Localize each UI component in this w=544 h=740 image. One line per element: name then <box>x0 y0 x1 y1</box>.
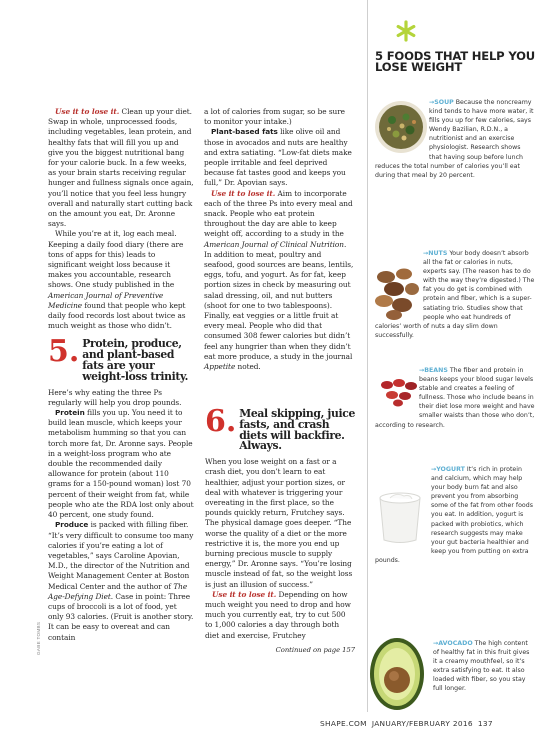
item-text: Because the noncreamy kind tends to have more water, it fills you up for few calories, says Wendy Bazilian, R.D.N., a nutritionist and an exercise physiologist. Research shows that having soup before lunch reduces the total number of calories you’ll eat during that meal by 20 percent. <box>375 99 534 179</box>
page-number: 137 <box>477 719 493 728</box>
item-text: Your body doesn’t absorb all the fat or calories in nuts, experts say. (The reason has to do with the way they’re digested.) The fat you do get is combined with protein and fiber, which is a super-satiating trio. Studies show that people who eat hundreds of calories’ worth of nuts a day slim down successfully. <box>375 250 535 339</box>
image-wrap-spacer <box>375 249 423 321</box>
arrow-right-icon: → <box>431 466 437 473</box>
sidebar-item-yogurt <box>375 465 535 565</box>
section-title: Meal skipping, juice fasts, and crash diets will backfire. Always. <box>239 407 355 453</box>
paragraph-text: fills you up. You need it to build lean muscle, which keeps your metabolism humming so that you can torch more fat, Dr. Aronne says. People in a weight-loss program who ate double the recommended daily allowance for protein (about 110 grams for a 150-pound woman) lost 70 percent of their weight from fat, while people who ate the RDA lost only about 40 percent, one study found. <box>48 408 194 520</box>
item-keyword: AVOCADO <box>438 640 473 647</box>
sidebar-item-nuts <box>375 249 535 340</box>
article-column-3 <box>205 404 355 655</box>
asterisk-star-icon <box>395 20 417 42</box>
paragraph-text: is packed with filling fiber. “It’s very difficult to consume too many calories if you’re eating a lot of vegetables,” says Caroline Apovian, M.D., the director of the Nutrition and Weight Management Center at Boston Medical Center and the author of <box>48 520 194 591</box>
continued-note: Continued on page 157 <box>275 645 355 654</box>
item-keyword: YOGURT <box>436 466 465 473</box>
section-number: 6. <box>205 404 237 439</box>
arrow-right-icon: → <box>423 250 429 257</box>
item-keyword: BEANS <box>424 367 448 374</box>
paragraph: a lot of calories from sugar, so be sure to monitor your intake.) <box>204 107 345 127</box>
use-it-lead: Use it to lose it. <box>212 589 277 599</box>
sidebar-item-soup <box>375 98 535 180</box>
section-5-heading <box>48 334 194 383</box>
paragraph <box>205 590 355 641</box>
site-name: SHAPE.COM <box>320 719 367 728</box>
paragraph-text: While you’re at it, log each meal. Keeping a daily food diary (there are tons of apps for this) leads to significant weight loss because it makes you accountable, research shows. One study published in the <box>48 229 184 290</box>
paragraph-text: Aim to incorporate each of the three Ps into every meal and snack. People who eat protein throughout the day are able to keep weight off, according to a study in the <box>204 188 353 239</box>
image-wrap-spacer <box>375 376 419 412</box>
section-6-heading <box>205 404 355 453</box>
paragraph-text: Depending on how much weight you need to drop and how much you currently eat, try to cut 500 to 1,000 calories a day through both diet and exercise, Frutchey <box>205 589 351 640</box>
article-column-1 <box>48 107 194 643</box>
paragraph <box>48 107 194 229</box>
paragraph <box>48 520 194 642</box>
paragraph: When you lose weight on a fast or a crash diet, you don’t learn to eat healthier, adjust your portion sizes, or deal with whatever is triggering your overeating in the first place, so the pounds quickly return, Frutchey says. The physical damage goes deeper. “The worse the quality of a diet or the more restrictive it is, the more you end up burning precious muscle to supply energy,” Dr. Aronne says. “You’re losing muscle instead of fat, so the weight loss is just an illusion of success.” <box>205 457 353 589</box>
paragraph-text: . In addition to meat, poultry and seafood, good sources are beans, lentils, eggs, tofu, and yogurt. As for fat, keep portion sizes in check by measuring out salad dressing, oil, and nut butters (shoot for one to two tablespoons). Finally, eat veggies or a little fruit at every meal. People who did that consumed 308 fewer calories but didn’t feel any hungrier than when they didn’t eat more produce, a study in the journal <box>204 239 354 361</box>
paragraph-text: like olive oil and those in avocados and nuts are healthy and extra satiating. “Low-fat diets make people irritable and feel deprived because fat tastes good and keeps you full,” Dr. Apovian says. <box>204 127 352 188</box>
use-it-lead: Use it to lose it. <box>55 107 120 116</box>
issue-date: JANUARY/FEBRUARY 2016 <box>371 719 473 728</box>
section-number: 5. <box>48 334 80 370</box>
use-it-lead: Use it to lose it. <box>211 188 276 198</box>
item-text: The fiber and protein in beans keeps your blood sugar levels stable and creates a feeling of fullness. Those who include beans in their diet lose more weight and have smaller waists than those who don’t, according to research. <box>375 367 535 429</box>
journal-name: American Journal of Clinical Nutrition <box>204 239 344 249</box>
item-text: The high content of healthy fat in this fruit gives it a creamy mouthfeel, so it’s extra satisfying to eat. It also loaded with fiber, so you stay full longer. <box>433 640 530 693</box>
image-wrap-spacer <box>375 639 433 713</box>
book-title: The Age-Defying Diet <box>48 581 188 601</box>
journal-name: Appetite <box>204 362 236 372</box>
item-keyword: SOUP <box>434 99 454 106</box>
journal-name: American Journal of Preventive Medicine <box>48 290 164 310</box>
image-wrap-spacer <box>375 493 431 553</box>
paragraph <box>48 408 194 520</box>
sidebar-item-beans <box>375 366 535 430</box>
paragraph <box>204 189 354 373</box>
photo-credit: GABE TOMBS <box>36 621 41 655</box>
page-footer <box>320 719 493 728</box>
item-keyword: NUTS <box>428 250 448 257</box>
paragraph-text: Clean up your diet. Swap in whole, unprocessed foods, including vegetables, lean protein, and healthy fats that will fill you up and give you the biggest nutritional bang for your calorie buck. In a few weeks, as your brain starts receiving regular hunger and fullness signals once again, you’ll notice that you feel less hungry overall and naturally start cutting back on the amount you eat, Dr. Aronne says. <box>48 107 194 229</box>
section-title: Protein, produce, and plant-based fats are your weight-loss trinity. <box>82 337 189 383</box>
sidebar-title: 5 FOODS THAT HELP YOU LOSE WEIGHT <box>375 49 535 75</box>
paragraph: Here’s why eating the three Ps regularly will help you drop pounds. <box>48 387 182 407</box>
sidebar-item-avocado <box>375 639 535 713</box>
bold-term: Produce <box>55 520 89 530</box>
paragraph <box>204 127 354 188</box>
bold-term: Plant-based fats <box>211 127 278 137</box>
paragraph <box>48 229 194 331</box>
paragraph-text: found that people who kept daily food records lost about twice as much weight as those who didn’t. <box>48 300 186 331</box>
image-wrap-spacer <box>375 98 429 154</box>
arrow-right-icon: → <box>419 367 425 374</box>
item-text: It’s rich in protein and calcium, which may help your body burn fat and also prevent you from absorbing some of the fat from other foods you eat. In addition, yogurt is packed with probiotics, which research suggests may make your gut bacteria healthier and keep you from putting on extra pounds. <box>375 466 533 564</box>
paragraph-text: noted. <box>235 362 261 372</box>
paragraph-text: . Case in point: Three cups of broccoli is a lot of food, yet only 93 calories. (Fruit is another story. It can be easy to overeat and can contain <box>48 591 194 642</box>
bold-term: Protein <box>55 408 85 418</box>
article-column-2 <box>204 107 354 372</box>
arrow-right-icon: → <box>433 640 439 647</box>
arrow-right-icon: → <box>429 99 435 106</box>
